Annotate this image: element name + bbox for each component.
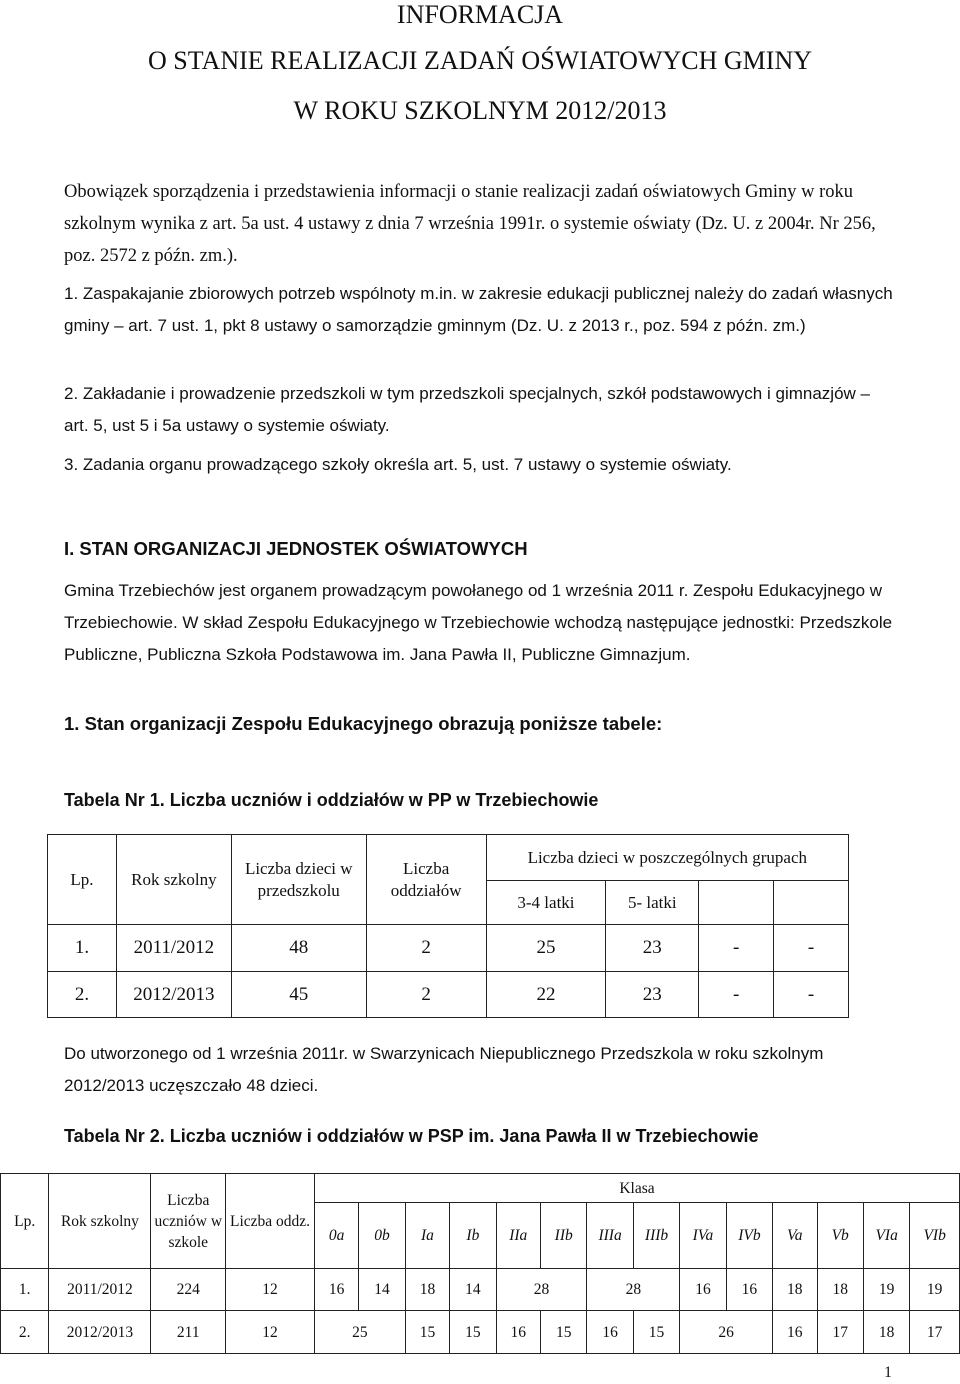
cell: 18: [817, 1269, 863, 1311]
page-number: 1: [884, 1364, 892, 1381]
t2-class-header: VIb: [910, 1203, 960, 1269]
t1-header-year: Rok szkolny: [116, 835, 231, 925]
cell: 16: [314, 1269, 358, 1311]
cell: 14: [450, 1269, 496, 1311]
cell: 16: [587, 1311, 633, 1354]
cell: 1.: [1, 1269, 49, 1311]
doc-title: INFORMACJA: [396, 0, 564, 29]
t1-header-lp: Lp.: [48, 835, 117, 925]
cell: 45: [231, 972, 366, 1018]
cell: 26: [680, 1311, 773, 1354]
cell: 2012/2013: [49, 1311, 151, 1354]
cell: 224: [151, 1269, 226, 1311]
t2-class-header: 0b: [359, 1203, 405, 1269]
t2-class-header: Ib: [450, 1203, 496, 1269]
cell: 2011/2012: [116, 925, 231, 972]
t1-header-empty: [774, 881, 849, 925]
t2-header-units: Liczba oddz.: [226, 1174, 315, 1269]
cell: 15: [633, 1311, 679, 1354]
t1-header-3-4: 3-4 latki: [486, 881, 606, 925]
cell: 19: [910, 1269, 960, 1311]
doc-title-line-3: W ROKU SZKOLNYM 2012/2013: [293, 96, 667, 125]
t2-class-header: IIa: [496, 1203, 540, 1269]
cell: 12: [226, 1311, 315, 1354]
cell: 22: [486, 972, 606, 1018]
cell: 211: [151, 1311, 226, 1354]
t2-class-header: IIIb: [633, 1203, 679, 1269]
cell: 16: [726, 1269, 772, 1311]
table-row: [1, 1269, 960, 1311]
cell: 25: [314, 1311, 405, 1354]
t2-class-header: Vb: [817, 1203, 863, 1269]
point-3: 3. Zadania organu prowadzącego szkoły określa art. 5, ust. 7 ustawy o systemie oświaty.: [64, 455, 732, 474]
cell: 16: [496, 1311, 540, 1354]
section-paragraph: Gmina Trzebiechów jest organem prowadzącym powołanego od 1 września 2011 r. Zespołu Edukacyjnego w Trzebiechowie. W skład Zespołu Edukacyjnego w Trzebiechowie wchodzą następujące jednostki: Przedszkole Publiczne, Publiczna Szkoła Podstawowa im. Jana Pawła II, Publiczne Gimnazjum.: [64, 581, 893, 664]
cell: 28: [496, 1269, 587, 1311]
table-1: [47, 834, 849, 1018]
subheading: 1. Stan organizacji Zespołu Edukacyjnego obrazują poniższe tabele:: [64, 713, 663, 734]
cell: 23: [606, 972, 699, 1018]
cell: 2: [366, 925, 486, 972]
t2-class-header: 0a: [314, 1203, 358, 1269]
table-row: [48, 972, 849, 1018]
cell: 15: [405, 1311, 449, 1354]
table1-note: Do utworzonego od 1 września 2011r. w Swarzynicach Niepublicznego Przedszkola w roku szkolnym 2012/2013 uczęszczało 48 dzieci.: [64, 1044, 824, 1095]
cell: 14: [359, 1269, 405, 1311]
t2-class-header: VIa: [863, 1203, 909, 1269]
point-1: 1. Zaspakajanie zbiorowych potrzeb wspólnoty m.in. w zakresie edukacji publicznej należy do zadań własnych gminy – art. 7 ust. 1, pkt 8 ustawy o samorządzie gminnym (Dz. U. z 2013 r., poz. 594 z późn. zm.): [64, 284, 893, 335]
t2-header-year: Rok szkolny: [49, 1174, 151, 1269]
cell: 15: [450, 1311, 496, 1354]
t2-class-header: IIb: [540, 1203, 586, 1269]
cell: 16: [680, 1269, 726, 1311]
t2-header-klasa: Klasa: [314, 1174, 959, 1203]
t2-header-lp: Lp.: [1, 1174, 49, 1269]
t1-header-empty: [699, 881, 774, 925]
t1-header-units: Liczba oddziałów: [366, 835, 486, 925]
cell: 1.: [48, 925, 117, 972]
cell: -: [774, 925, 849, 972]
t1-header-5: 5- latki: [606, 881, 699, 925]
doc-title-line-2: O STANIE REALIZACJI ZADAŃ OŚWIATOWYCH GMINY: [148, 46, 812, 75]
table-row: [1, 1311, 960, 1354]
cell: 25: [486, 925, 606, 972]
t1-header-groups: Liczba dzieci w poszczególnych grupach: [486, 835, 848, 881]
section-heading: I. STAN ORGANIZACJI JEDNOSTEK OŚWIATOWYCH: [64, 538, 528, 559]
cell: 17: [817, 1311, 863, 1354]
table1-caption: Tabela Nr 1. Liczba uczniów i oddziałów w PP w Trzebiechowie: [64, 790, 599, 810]
cell: -: [699, 972, 774, 1018]
cell: 28: [587, 1269, 680, 1311]
t2-class-header: Va: [773, 1203, 817, 1269]
table-row: [48, 925, 849, 972]
t2-class-header: IVb: [726, 1203, 772, 1269]
t2-class-header: Ia: [405, 1203, 449, 1269]
t2-class-header: IVa: [680, 1203, 726, 1269]
cell: 2011/2012: [49, 1269, 151, 1311]
cell: 48: [231, 925, 366, 972]
cell: 18: [405, 1269, 449, 1311]
cell: 23: [606, 925, 699, 972]
table2-caption: Tabela Nr 2. Liczba uczniów i oddziałów w PSP im. Jana Pawła II w Trzebiechowie: [64, 1126, 759, 1146]
cell: 15: [540, 1311, 586, 1354]
cell: 17: [910, 1311, 960, 1354]
cell: 2.: [48, 972, 117, 1018]
table-2: [0, 1173, 960, 1354]
cell: 12: [226, 1269, 315, 1311]
cell: 2: [366, 972, 486, 1018]
cell: 18: [863, 1311, 909, 1354]
cell: 2.: [1, 1311, 49, 1354]
cell: -: [699, 925, 774, 972]
t1-header-children: Liczba dzieci w przedszkolu: [231, 835, 366, 925]
cell: 2012/2013: [116, 972, 231, 1018]
t2-class-header: IIIa: [587, 1203, 633, 1269]
point-2: 2. Zakładanie i prowadzenie przedszkoli w tym przedszkoli specjalnych, szkół podstawowych i gimnazjów – art. 5, ust 5 i 5a ustawy o systemie oświaty.: [64, 384, 870, 435]
cell: -: [774, 972, 849, 1018]
cell: 18: [773, 1269, 817, 1311]
intro-paragraph: Obowiązek sporządzenia i przedstawienia informacji o stanie realizacji zadań oświatowych Gminy w roku szkolnym wynika z art. 5a ust. 4 ustawy z dnia 7 września 1991r. o systemie oświaty (Dz. U. z 2004r. Nr 256, poz. 2572 z późn. zm.).: [64, 182, 876, 266]
cell: 16: [773, 1311, 817, 1354]
cell: 19: [863, 1269, 909, 1311]
t2-header-students: Liczba uczniów w szkole: [151, 1174, 226, 1269]
